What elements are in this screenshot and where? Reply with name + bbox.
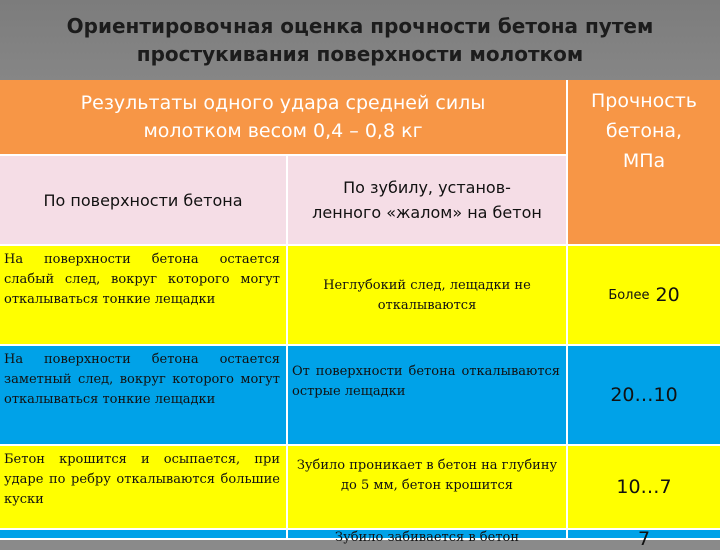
table-row-2-strength [568,346,720,446]
table-row-3-surface [0,446,288,530]
header-impact-results-text: Результаты одного удара средней силы молотком весом 0,4 – 0,8 кг [80,92,486,142]
table-row-4-chisel [288,530,568,545]
table-row-4-surface [0,530,288,540]
table-row-2-surface [0,346,288,446]
row-2-strength-value: 20…10 [610,384,678,406]
header-strength [568,80,720,246]
row-1-strength-prefix: Более [608,287,650,303]
row-3-strength-value: 10…7 [616,476,672,498]
table-row-1-chisel [288,246,568,346]
row-1-strength-value: 20 [655,284,680,306]
row-3-chisel-text: Зубило проникает в бетон на глубину до 5 мм, бетон крошится [296,458,558,493]
header-by-surface [0,156,288,246]
table-row-4-strength [568,528,720,550]
table-row-3-chisel [288,446,568,530]
table-row-1-surface [0,246,288,346]
strength-table [0,80,720,550]
row-2-surface-text: На поверхности бетона остается заметный след, вокруг которого могут откалываться тонкие лещадки [4,352,280,407]
row-2-chisel-text: От поверхности бетона откалываются острые лещадки [292,364,560,399]
header-impact-results [0,80,568,156]
header-by-surface-text: По поверхности бетона [43,190,243,210]
row-1-surface-text: На поверхности бетона остается слабый след, вокруг которого могут откалываться тонкие лещадки [4,252,280,307]
header-strength-text: Прочность бетона, МПа [591,90,697,172]
table-row-3-strength [568,446,720,530]
row-1-chisel-text: Неглубокий след, лещадки не откалываются [323,278,531,313]
row-4-strength-value: 7 [637,528,651,550]
row-3-surface-text: Бетон крошится и осыпается, при ударе по ребру откалываются большие куски [4,452,280,507]
table-row-1-strength [568,246,720,346]
table-row-2-chisel [288,346,568,446]
row-4-chisel-text: Зубило забивается в бетон [334,530,519,545]
header-by-chisel-text: По зубилу, установ-ленного «жалом» на бетон [312,178,542,222]
header-by-chisel [288,156,568,246]
slide-title: Ориентировочная оценка прочности бетона путем простукивания поверхности молотком [66,14,654,66]
